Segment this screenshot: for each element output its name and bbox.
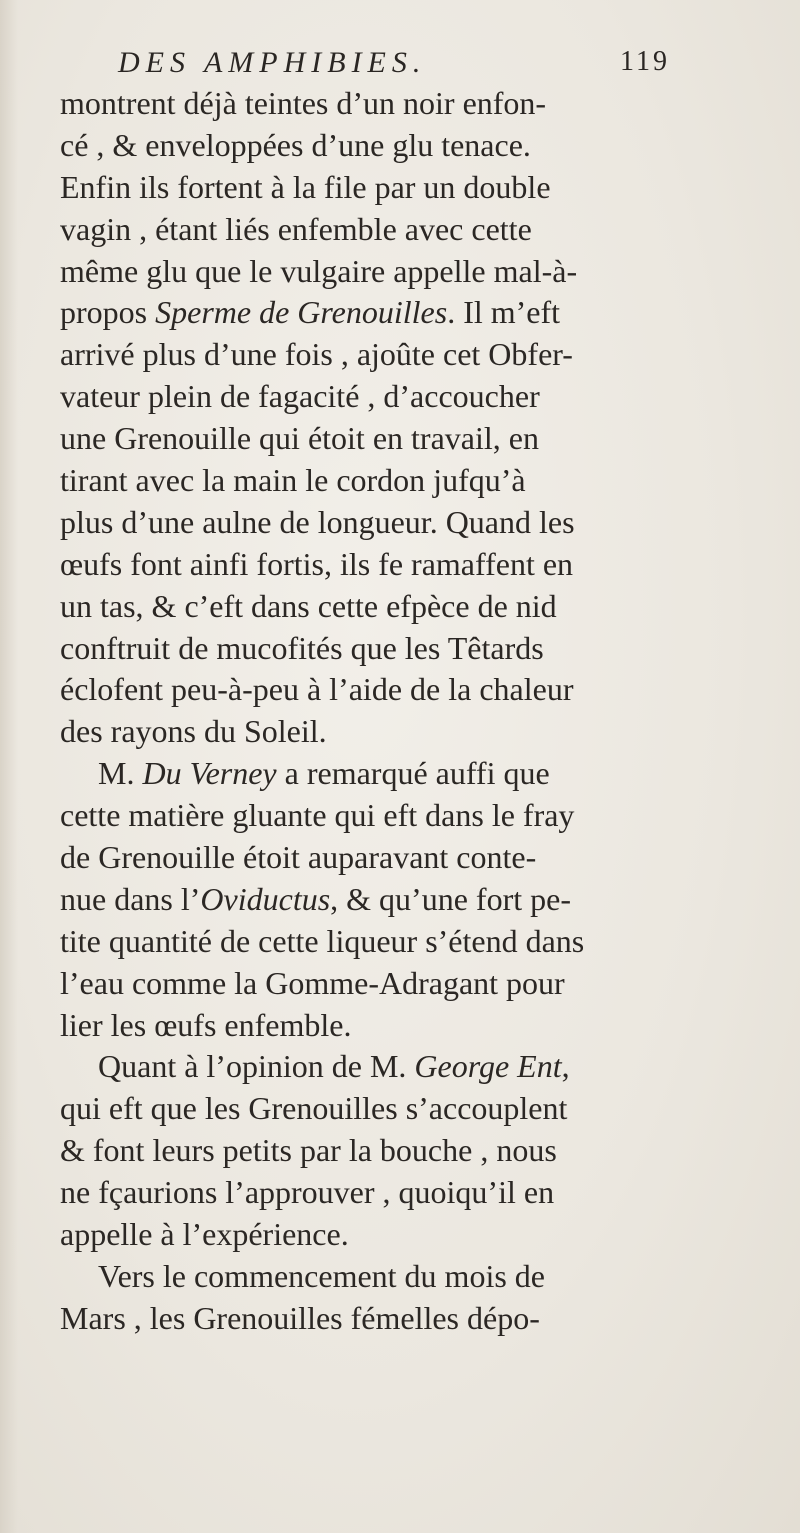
text-line bbox=[60, 502, 750, 544]
line-text: des rayons du Soleil. bbox=[60, 713, 327, 750]
page-number: 119 bbox=[620, 46, 670, 77]
line-text: œufs font ainfi fortis, ils fe ramaffent en bbox=[60, 545, 574, 582]
text-line bbox=[60, 963, 750, 1005]
line-text: M. bbox=[98, 755, 143, 792]
line-text: arrivé plus d’une fois , ajoûte cet Obfer- bbox=[60, 336, 573, 373]
line-text: de Grenouille étoit auparavant conte- bbox=[60, 839, 537, 876]
running-head bbox=[118, 42, 678, 86]
text-line bbox=[60, 669, 750, 711]
text-line bbox=[60, 711, 750, 753]
line-text: , bbox=[561, 1048, 570, 1085]
text-line bbox=[60, 837, 750, 879]
text-line bbox=[60, 1005, 750, 1047]
text-line bbox=[60, 1256, 750, 1298]
line-text: tite quantité de cette liqueur s’étend dans bbox=[60, 922, 585, 959]
running-head-title: DES AMPHIBIES. bbox=[118, 46, 427, 79]
text-line bbox=[60, 418, 750, 460]
line-text: cé , & enveloppées d’une glu tenace. bbox=[60, 126, 531, 163]
line-text: plus d’une aulne de longueur. Quand les bbox=[60, 503, 575, 540]
text-line bbox=[60, 1088, 750, 1130]
line-text: Vers le commencement du mois de bbox=[98, 1257, 545, 1294]
text-line bbox=[60, 795, 750, 837]
italic-text: Oviductus bbox=[200, 880, 331, 917]
line-text: lier les œufs enfemble. bbox=[60, 1006, 352, 1043]
line-text: tirant avec la main le cordon jufqu’à bbox=[60, 462, 526, 499]
text-line bbox=[60, 125, 750, 167]
text-line bbox=[60, 460, 750, 502]
text-line bbox=[60, 1298, 750, 1340]
line-text: Enfin ils fortent à la file par un double bbox=[60, 168, 551, 205]
line-text: cette matière gluante qui eft dans le fray bbox=[60, 797, 575, 834]
line-text: & font leurs petits par la bouche , nous bbox=[60, 1132, 557, 1169]
line-text: nue dans l’ bbox=[60, 880, 201, 917]
text-line bbox=[60, 586, 750, 628]
line-text: même glu que le vulgaire appelle mal-à- bbox=[60, 252, 578, 289]
line-text: ne fçaurions l’approuver , quoiqu’il en bbox=[60, 1174, 555, 1211]
line-text: , & qu’une fort pe- bbox=[330, 880, 571, 917]
text-line bbox=[60, 376, 750, 418]
text-line bbox=[60, 1214, 750, 1256]
text-line bbox=[60, 292, 750, 334]
line-text: éclofent peu-à-peu à l’aide de la chaleur bbox=[60, 671, 574, 708]
italic-text: George Ent bbox=[414, 1048, 562, 1085]
text-line bbox=[60, 1046, 750, 1088]
text-line bbox=[60, 753, 750, 795]
line-text: a remarqué auffi que bbox=[276, 755, 550, 792]
line-text: Quant à l’opinion de M. bbox=[98, 1048, 415, 1085]
line-text: . Il m’eft bbox=[447, 294, 561, 331]
page-edge-shadow bbox=[0, 0, 18, 1533]
line-text: propos bbox=[60, 294, 156, 331]
text-line bbox=[60, 251, 750, 293]
line-text: vagin , étant liés enfemble avec cette bbox=[60, 210, 532, 247]
text-line bbox=[60, 921, 750, 963]
text-line bbox=[60, 167, 750, 209]
text-line bbox=[60, 879, 750, 921]
line-text: montrent déjà teintes d’un noir enfon- bbox=[60, 85, 547, 121]
body-text bbox=[60, 83, 750, 1340]
text-line bbox=[60, 334, 750, 376]
text-line bbox=[60, 1130, 750, 1172]
line-text: conftruit de mucofités que les Têtards bbox=[60, 629, 544, 666]
italic-text: Du Verney bbox=[142, 755, 277, 792]
text-line bbox=[60, 544, 750, 586]
line-text: une Grenouille qui étoit en travail, en bbox=[60, 420, 539, 457]
text-line bbox=[60, 83, 750, 125]
line-text: vateur plein de fagacité , d’accoucher bbox=[60, 378, 540, 415]
line-text: l’eau comme la Gomme-Adragant pour bbox=[60, 964, 565, 1001]
italic-text: Sperme de Grenouilles bbox=[155, 294, 448, 331]
line-text: un tas, & c’eft dans cette efpèce de nid bbox=[60, 587, 557, 624]
line-text: qui eft que les Grenouilles s’accouplent bbox=[60, 1090, 568, 1127]
line-text: appelle à l’expérience. bbox=[60, 1216, 349, 1253]
text-line bbox=[60, 209, 750, 251]
line-text: Mars , les Grenouilles fémelles dépo- bbox=[60, 1299, 540, 1336]
text-line bbox=[60, 628, 750, 670]
text-line bbox=[60, 1172, 750, 1214]
